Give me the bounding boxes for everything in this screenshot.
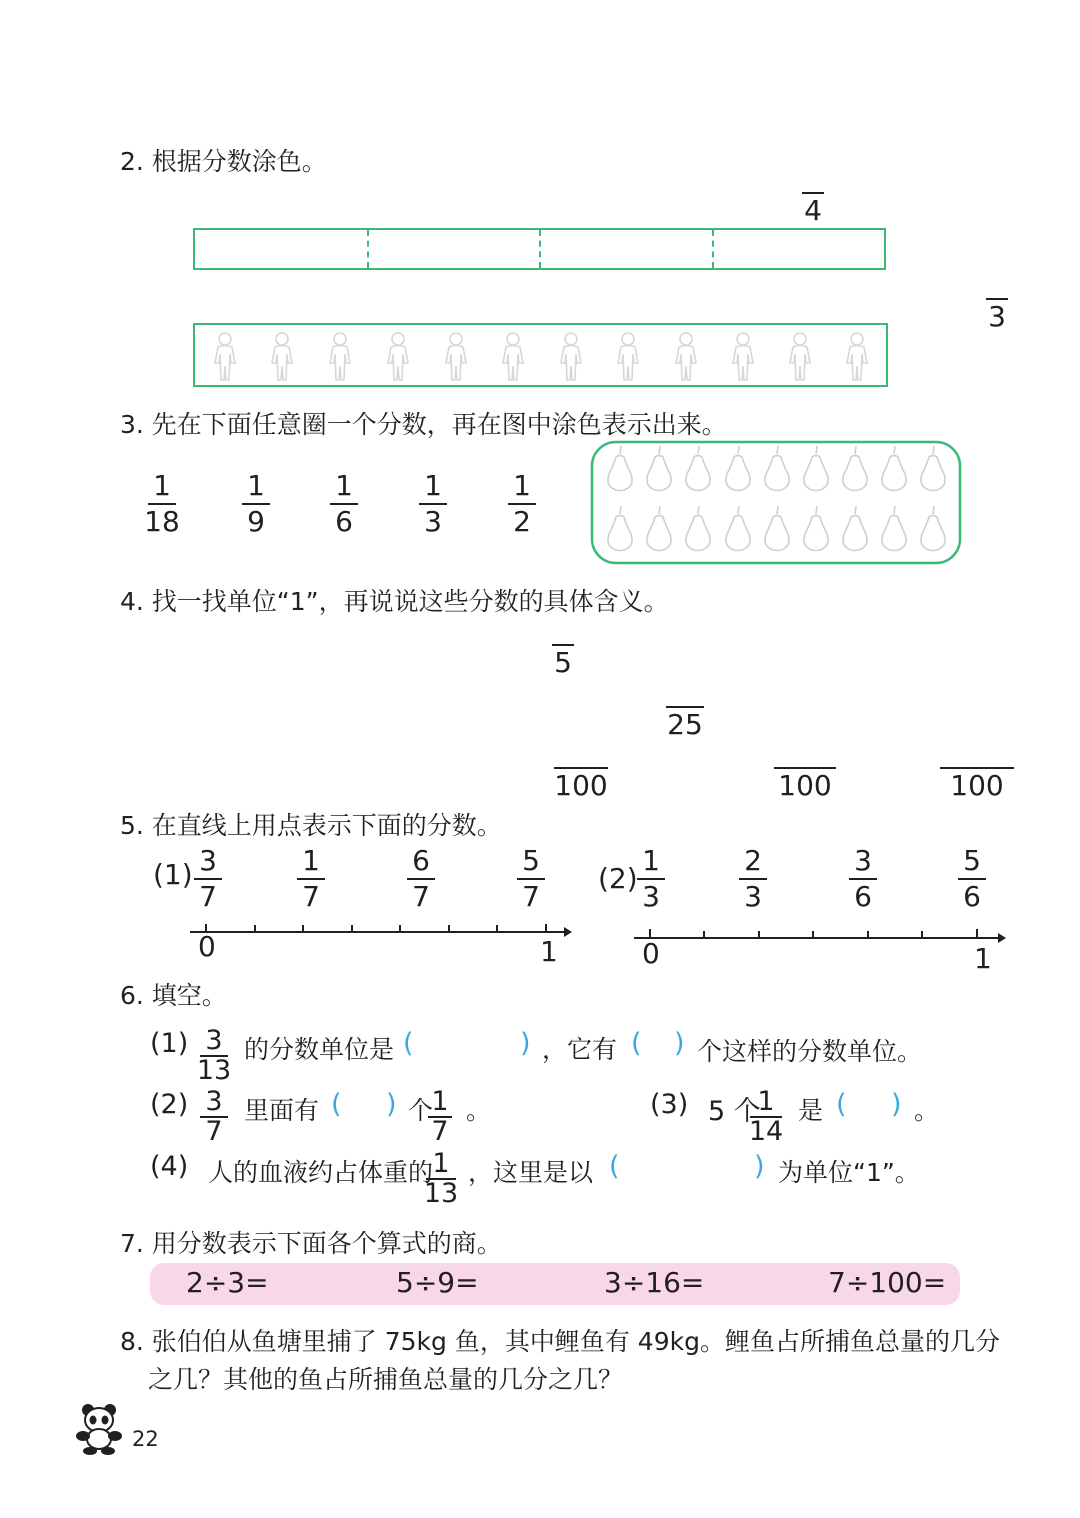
pear-icon — [843, 446, 867, 491]
answer-blank[interactable] — [851, 1089, 889, 1123]
q4-heading: 4. 找一找单位“1”，再说说这些分数的具体含义。 — [120, 587, 669, 616]
blank-close: ) — [754, 1151, 765, 1182]
q6-line2-fraction-b: 1 7 — [420, 1089, 460, 1145]
people-figures — [200, 328, 880, 384]
pear-icon — [765, 506, 789, 551]
pear-icon — [647, 446, 671, 491]
person-icon — [215, 333, 235, 380]
blank-close: ) — [891, 1089, 902, 1120]
q6-line2-label: (2) — [150, 1089, 189, 1120]
q2-fraction-a: 4 — [800, 192, 826, 226]
number-line-1[interactable] — [188, 918, 573, 942]
equation[interactable]: 5÷9= — [396, 1266, 479, 1299]
pear-icon — [882, 446, 906, 491]
q6-heading: 6. 填空。 — [120, 981, 227, 1010]
q4-fraction: 5 — [550, 644, 576, 678]
pear-icon — [843, 506, 867, 551]
pears-box[interactable] — [590, 440, 962, 565]
q6-line4-fraction: 1 13 — [423, 1148, 459, 1209]
blank-close: ) — [674, 1028, 685, 1059]
q5-part2-label: (2) — [598, 862, 638, 895]
person-icon — [847, 333, 867, 380]
pear-icon — [921, 446, 945, 491]
page-number: 22 — [132, 1427, 159, 1451]
equation[interactable]: 2÷3= — [186, 1266, 269, 1299]
pear-icon — [726, 506, 750, 551]
answer-blank[interactable] — [420, 1028, 518, 1062]
q6-line2-text-b: 个 — [408, 1096, 434, 1125]
q4-fraction: 25 — [667, 708, 703, 741]
number-line-1-zero: 0 — [198, 930, 216, 963]
q2-fraction-b: 3 — [984, 298, 1010, 332]
q5-part1-fraction: 1 7 — [289, 845, 333, 913]
strip-divider — [367, 230, 369, 268]
panda-icon — [72, 1400, 126, 1456]
pear-icon — [608, 506, 632, 551]
q6-line2-fraction: 3 7 — [192, 1089, 236, 1145]
q6-line4-label: (4) — [150, 1151, 189, 1182]
q5-part1-fraction: 3 7 — [186, 845, 230, 913]
q6-line4-text-b: ，这里是以 — [468, 1158, 594, 1187]
q3-fraction-option[interactable]: 1 9 — [234, 470, 278, 538]
q5-part2-fraction: 3 6 — [841, 845, 885, 913]
q3-fraction-option[interactable]: 1 2 — [500, 470, 544, 538]
pear-icon — [765, 446, 789, 491]
q3-fraction-option[interactable]: 1 6 — [322, 470, 366, 538]
q5-part1-fraction: 5 7 — [509, 845, 553, 913]
person-icon — [733, 333, 753, 380]
q6-line3-end: 。 — [914, 1096, 940, 1125]
q5-part1-fraction: 6 7 — [399, 845, 443, 913]
q5-part2-fraction: 1 3 — [629, 845, 673, 913]
q3-fraction-option[interactable]: 1 3 — [411, 470, 455, 538]
q6-line4-text-a: 人的血液约占体重的 — [208, 1158, 434, 1187]
pear-icon — [647, 506, 671, 551]
blank-close: ) — [386, 1089, 397, 1120]
q6-line2-end: 。 — [466, 1096, 492, 1125]
answer-blank[interactable] — [624, 1151, 752, 1185]
answer-blank[interactable] — [646, 1028, 672, 1062]
person-icon — [330, 333, 350, 380]
person-icon — [388, 333, 408, 380]
q6-line3-text-a: 5 个 — [708, 1096, 761, 1127]
pear-icon — [608, 446, 632, 491]
q4-fraction: 100 — [772, 767, 838, 801]
q6-line4-text-c: 为单位“1”。 — [778, 1158, 920, 1187]
answer-blank[interactable] — [346, 1089, 384, 1123]
person-icon — [272, 333, 292, 380]
q3-fraction-option[interactable]: 1 18 — [144, 469, 180, 538]
q4-fraction: 100 — [938, 767, 1016, 801]
q6-line1-text-c: 个这样的分数单位。 — [697, 1037, 923, 1066]
blank-open: ( — [836, 1089, 847, 1120]
pear-icon — [882, 506, 906, 551]
q8-line1: 8. 张伯伯从鱼塘里捕了 75kg 鱼，其中鲤鱼有 49kg。鲤鱼占所捕鱼总量的几分 — [120, 1327, 1000, 1356]
person-icon — [618, 333, 638, 380]
q8-line2: 之几？其他的鱼占所捕鱼总量的几分之几？ — [148, 1365, 624, 1394]
person-icon — [561, 333, 581, 380]
q5-part1-label: (1) — [153, 858, 193, 891]
strip-divider — [539, 230, 541, 268]
person-icon — [790, 333, 810, 380]
blank-open: ( — [403, 1028, 414, 1059]
q6-line1-text-b: ，它有 — [542, 1035, 618, 1064]
number-line-2[interactable] — [632, 924, 1008, 948]
blank-open: ( — [609, 1151, 620, 1182]
pear-icon — [726, 446, 750, 491]
q6-line3-fraction: 1 14 — [748, 1086, 784, 1147]
equation[interactable]: 3÷16= — [604, 1266, 705, 1299]
strip-divider — [712, 230, 714, 268]
number-line-2-one: 1 — [974, 942, 992, 975]
pear-icon — [686, 506, 710, 551]
person-icon — [446, 333, 466, 380]
q4-fraction: 100 — [554, 769, 608, 802]
pear-icon — [686, 446, 710, 491]
q3-heading: 3. 先在下面任意圈一个分数，再在图中涂色表示出来。 — [120, 410, 727, 439]
q6-line1-text-a: 的分数单位是 — [244, 1035, 395, 1064]
pear-icon — [921, 506, 945, 551]
blank-close: ) — [520, 1028, 531, 1059]
q5-heading: 5. 在直线上用点表示下面的分数。 — [120, 811, 502, 840]
pear-icon — [804, 506, 828, 551]
number-line-1-one: 1 — [540, 935, 558, 968]
q5-part2-fraction: 5 6 — [950, 845, 994, 913]
q2-heading: 2. 根据分数涂色。 — [120, 147, 327, 176]
person-icon — [676, 333, 696, 380]
person-icon — [503, 333, 523, 380]
number-line-2-zero: 0 — [642, 937, 660, 970]
blank-open: ( — [631, 1028, 642, 1059]
blank-open: ( — [331, 1089, 342, 1120]
q6-line1-label: (1) — [150, 1028, 189, 1059]
q6-line2-text-a: 里面有 — [244, 1096, 320, 1125]
pear-icon — [804, 446, 828, 491]
q6-line1-fraction: 3 13 — [196, 1025, 232, 1086]
q6-line3-label: (3) — [650, 1089, 689, 1120]
q5-part2-fraction: 2 3 — [731, 845, 775, 913]
q7-heading: 7. 用分数表示下面各个算式的商。 — [120, 1229, 502, 1258]
q6-line3-text-b: 是 — [798, 1096, 824, 1125]
equation[interactable]: 7÷100= — [828, 1266, 947, 1299]
